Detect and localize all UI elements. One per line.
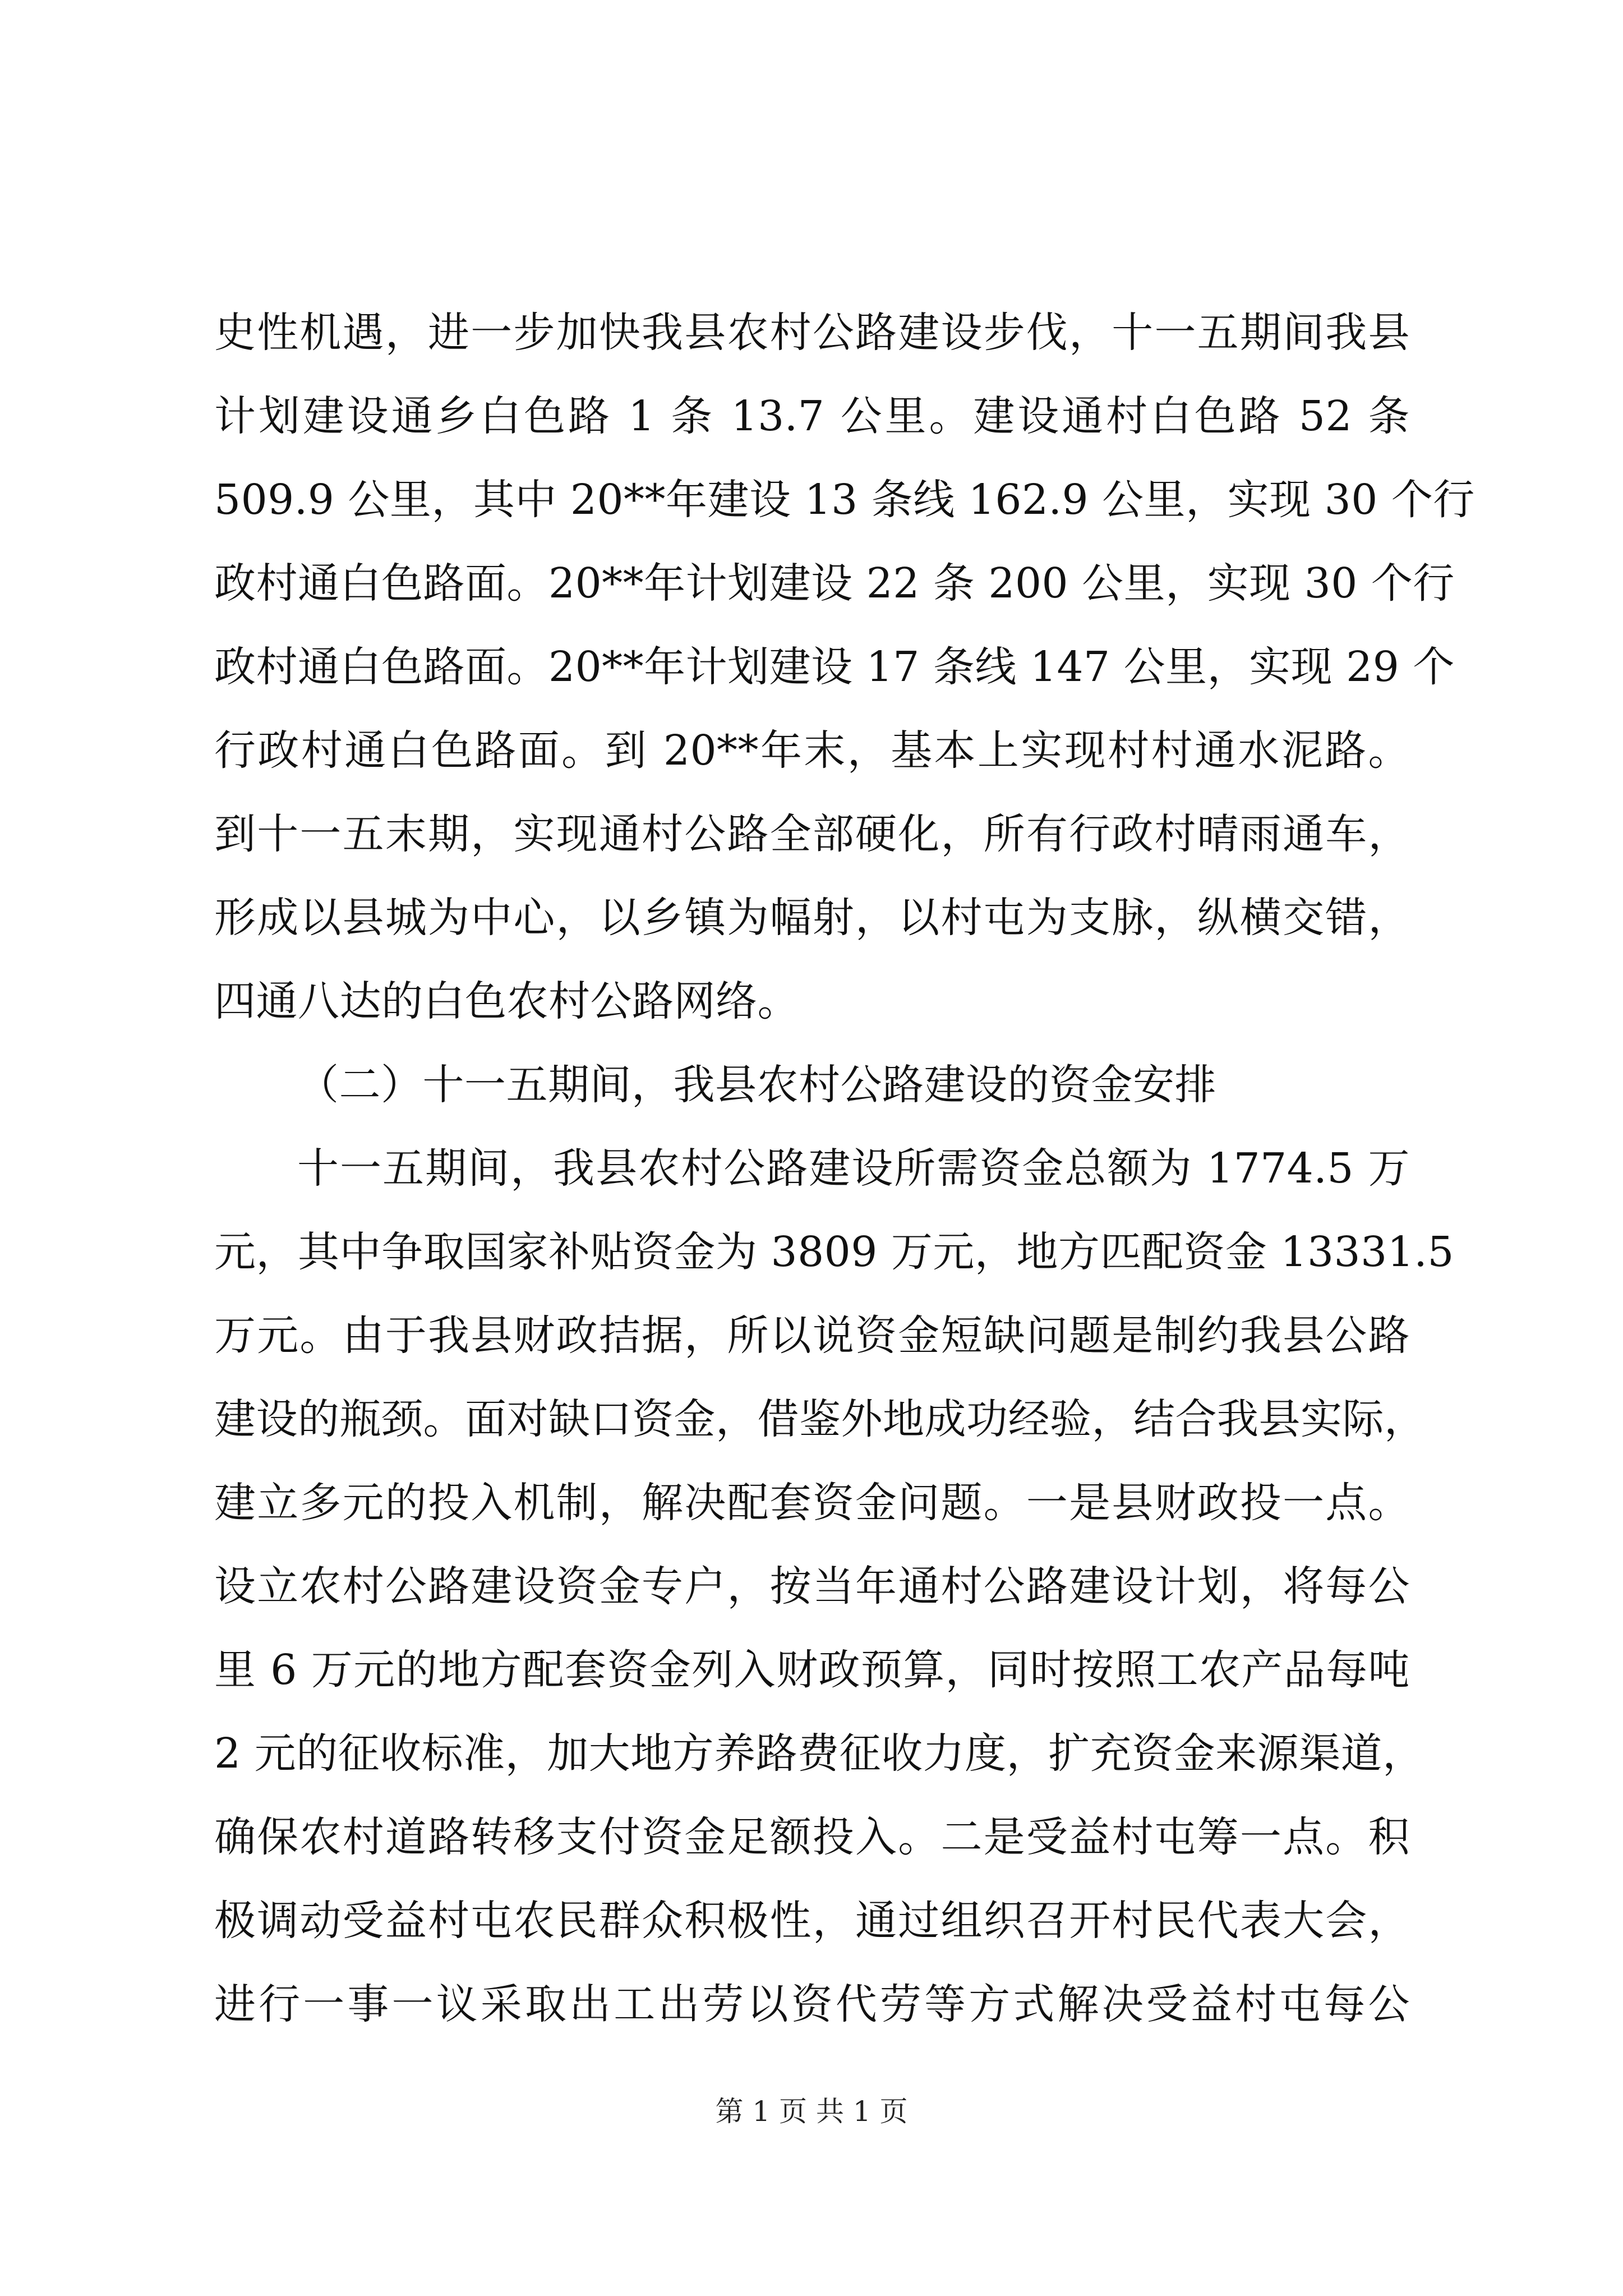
text-line: 建设的瓶颈。面对缺口资金，借鉴外地成功经验，结合我县实际， <box>214 1395 1426 1443</box>
text-line: 四通八达的白色农村公路网络。 <box>214 977 799 1025</box>
text-line: 形成以县城为中心，以乡镇为幅射，以村屯为支脉，纵横交错， <box>214 894 1410 942</box>
text-line: 进行一事一议采取出工出劳以资代劳等方式解决受益村屯每公 <box>214 1980 1410 2028</box>
text-line: 建立多元的投入机制，解决配套资金问题。一是县财政投一点。 <box>214 1479 1410 1527</box>
text-line: 万元。由于我县财政拮据，所以说资金短缺问题是制约我县公路 <box>214 1312 1410 1360</box>
text-line: 里 6 万元的地方配套资金列入财政预算，同时按照工农产品每吨 <box>214 1646 1410 1694</box>
text-line: 史性机遇，进一步加快我县农村公路建设步伐，十一五期间我县 <box>214 309 1410 357</box>
text-line: 确保农村道路转移支付资金足额投入。二是受益村屯筹一点。积 <box>214 1813 1410 1861</box>
text-line: 计划建设通乡白色路 1 条 13.7 公里。建设通村白色路 52 条 <box>214 392 1410 440</box>
text-line: 极调动受益村屯农民群众积极性，通过组织召开村民代表大会， <box>214 1897 1410 1945</box>
text-line: 政村通白色路面。20**年计划建设 22 条 200 公里，实现 30 个行 <box>214 559 1455 608</box>
text-line: 2 元的征收标准，加大地方养路费征收力度，扩充资金来源渠道， <box>214 1729 1424 1778</box>
text-line: 509.9 公里，其中 20**年建设 13 条线 162.9 公里，实现 30 个行 <box>214 476 1475 524</box>
page-footer: 第 1 页 共 1 页 <box>715 2095 908 2128</box>
text-line: 设立农村公路建设资金专户，按当年通村公路建设计划，将每公 <box>214 1562 1410 1611</box>
text-line: 政村通白色路面。20**年计划建设 17 条线 147 公里，实现 29 个 <box>214 643 1455 691</box>
text-line: 元，其中争取国家补贴资金为 3809 万元，地方匹配资金 13331.5 <box>214 1228 1454 1276</box>
text-line: 到十一五末期，实现通村公路全部硬化，所有行政村晴雨通车， <box>214 810 1410 858</box>
text-line: 行政村通白色路面。到 20**年末，基本上实现村村通水泥路。 <box>214 726 1410 775</box>
section-heading: （二）十一五期间，我县农村公路建设的资金安排 <box>297 1061 1216 1109</box>
text-line: 十一五期间，我县农村公路建设所需资金总额为 1774.5 万 <box>297 1144 1410 1193</box>
